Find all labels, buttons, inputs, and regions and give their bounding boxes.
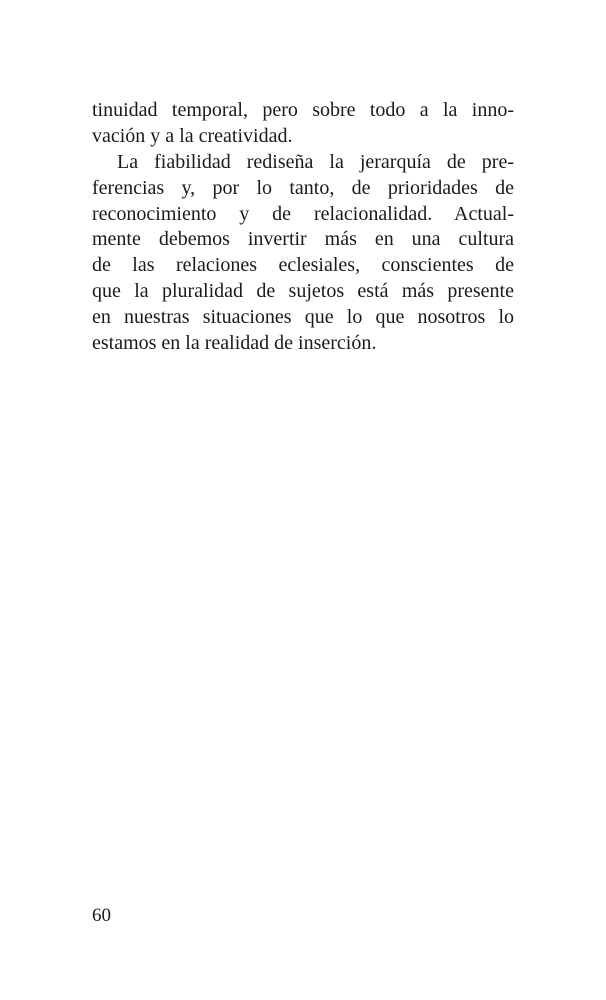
text-line: ferencias y, por lo tanto, de prioridades de [92,176,514,199]
text-line: que la pluralidad de sujetos está más presente [92,280,514,303]
text-line: estamos en la realidad de inserción. [92,332,377,355]
text-line: tinuidad temporal, pero sobre todo a la inno- [92,99,514,121]
text-line: mente debemos invertir más en una cultura [92,228,514,251]
text-line: reconocimiento y de relacionalidad. Actual- [92,202,514,225]
paragraph [92,150,514,357]
paragraph-continuation [92,98,514,150]
body-text [92,98,514,357]
text-line: vación y a la creatividad. [92,124,293,147]
page-number: 60 [92,905,111,926]
text-line: La fiabilidad rediseña la jerarquía de pre- [117,150,514,173]
text-line: en nuestras situaciones que lo que nosotros lo [92,306,514,329]
text-line: de las relaciones eclesiales, conscientes de [92,254,514,277]
